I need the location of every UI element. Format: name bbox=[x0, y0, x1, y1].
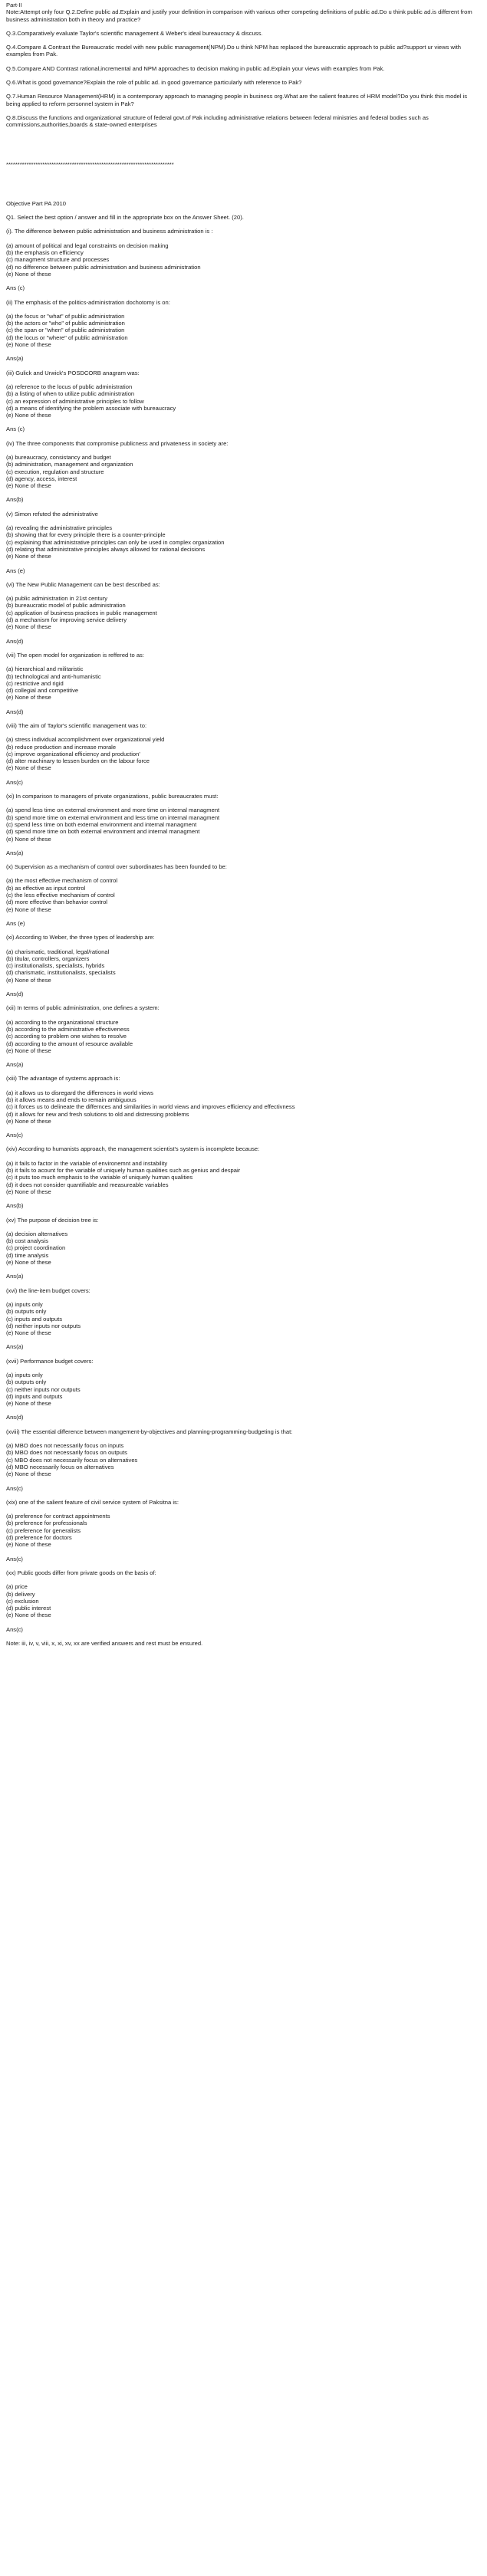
mcq-option: (c) spend less time on both external environment and internal managment bbox=[6, 820, 197, 828]
mcq-option: (d) MBO necessarily focus on alternatives bbox=[6, 1463, 114, 1470]
mcq-answer: Ans(a) bbox=[6, 355, 24, 363]
mcq-option: (a) price bbox=[6, 1583, 28, 1591]
mcq-option: (b) the emphasis on efficiency bbox=[6, 249, 84, 257]
mcq-answer: Ans(b) bbox=[6, 1202, 24, 1210]
mcq-option: (e) None of these bbox=[6, 412, 51, 419]
mcq-question-block bbox=[6, 228, 482, 291]
mcq-question-text: (v) Simon refuted the administrative bbox=[6, 510, 98, 518]
mcq-option: (c) project coordination bbox=[6, 1244, 66, 1252]
mcq-option: (b) it fails to acount for the variable of uniquely human qualities such as genius and despair bbox=[6, 1167, 241, 1175]
mcq-option: (e) None of these bbox=[6, 976, 51, 984]
part-ii-question: Q.4.Compare & Contrast the Bureaucratic model with new public management(NPM).Do u think NPM has replaced the bureaucratic approach to public ad?support ur views with examples from Pak. bbox=[6, 44, 462, 58]
mcq-question-block bbox=[6, 652, 482, 715]
mcq-answer: Ans(d) bbox=[6, 708, 24, 715]
mcq-option: (e) None of these bbox=[6, 1470, 51, 1478]
objective-heading: Objective Part PA 2010 bbox=[6, 199, 66, 207]
mcq-list bbox=[6, 228, 482, 1633]
mcq-answer: Ans(c) bbox=[6, 1484, 23, 1492]
mcq-question-block bbox=[6, 440, 482, 504]
mcq-option: (a) charismatic, traditional, legal/rational bbox=[6, 948, 110, 955]
mcq-question-block bbox=[6, 1499, 482, 1562]
mcq-option: (b) MBO does not necessarily focus on outputs bbox=[6, 1449, 127, 1457]
mcq-option: (b) technological and anti-humanistic bbox=[6, 672, 101, 680]
mcq-option: (a) it allows us to disregard the differences in world views bbox=[6, 1089, 153, 1096]
mcq-option: (a) inputs only bbox=[6, 1300, 43, 1308]
mcq-question-text: (i). The difference between public administration and business administration is : bbox=[6, 228, 213, 235]
mcq-question-text: (vii) The open model for organization is reffered to as: bbox=[6, 651, 144, 659]
mcq-option: (a) decision alternatives bbox=[6, 1230, 68, 1237]
mcq-question-block bbox=[6, 1569, 482, 1633]
mcq-option: (c) application of business practices in public management bbox=[6, 609, 157, 616]
mcq-question-text: (iv) The three components that compromise publicness and privateness in society are: bbox=[6, 439, 229, 447]
mcq-option: (d) spend more time on both external environment and internal managment bbox=[6, 828, 200, 836]
mcq-option: (d) public interest bbox=[6, 1605, 51, 1612]
mcq-option: (e) None of these bbox=[6, 341, 51, 349]
verification-note: Note: iii, iv, v, viii, x, xi, xv, xx are verified answers and rest must be ensured. bbox=[6, 1640, 203, 1648]
mcq-question-block bbox=[6, 1428, 482, 1492]
mcq-option: (c) the less effective mechanism of control bbox=[6, 892, 115, 899]
mcq-option: (c) it forces us to delineate the differnces and similarities in world views and improves efficiency and effectivness bbox=[6, 1103, 295, 1111]
mcq-question-block bbox=[6, 299, 482, 363]
mcq-option: (d) it allows for new and fresh solutions to old and distressing problems bbox=[6, 1110, 189, 1118]
mcq-question-text: (xiii) The advantage of systems approach is: bbox=[6, 1075, 120, 1083]
mcq-option: (a) the most effective mechanism of control bbox=[6, 877, 118, 885]
mcq-option: (b) outputs only bbox=[6, 1308, 47, 1316]
mcq-option: (b) outputs only bbox=[6, 1378, 47, 1386]
mcq-option: (b) administration, management and organization bbox=[6, 461, 133, 468]
mcq-option: (e) None of these bbox=[6, 694, 51, 702]
mcq-question-block bbox=[6, 1075, 482, 1138]
mcq-option: (d) agency, access, interest bbox=[6, 475, 77, 482]
mcq-answer: Ans(a) bbox=[6, 1343, 24, 1351]
mcq-question-block bbox=[6, 511, 482, 574]
mcq-option: (b) titular, controllers, organizers bbox=[6, 955, 90, 962]
mcq-question-block bbox=[6, 934, 482, 997]
mcq-answer: Ans(c) bbox=[6, 1555, 23, 1562]
mcq-option: (a) according to the organizational structure bbox=[6, 1018, 119, 1026]
mcq-option: (c) execution, regulation and structure bbox=[6, 468, 104, 475]
mcq-option: (a) the focus or "what" of public administration bbox=[6, 312, 125, 320]
mcq-question-text: (xi) In comparison to managers of private organizations, public bureaucrates must: bbox=[6, 793, 219, 800]
mcq-option: (b) according to the administrative effectiveness bbox=[6, 1025, 130, 1033]
mcq-option: (d) preference for doctors bbox=[6, 1534, 72, 1542]
mcq-option: (b) it allows means and ends to remain ambiguous bbox=[6, 1096, 137, 1103]
mcq-question-text: (ii) The emphasis of the politics-administration dochotomy is on: bbox=[6, 298, 170, 306]
mcq-option: (c) preference for generalists bbox=[6, 1526, 81, 1534]
mcq-option: (a) it fails to factor in the variable of environemnt and instability bbox=[6, 1159, 168, 1167]
mcq-option: (c) institutionalists, specialists, hybrids bbox=[6, 962, 105, 970]
mcq-option: (e) None of these bbox=[6, 905, 51, 913]
mcq-option: (d) relating that administrative principles always allowed for rational decisions bbox=[6, 545, 206, 553]
mcq-option: (b) showing that for every principle there is a counter-principle bbox=[6, 531, 166, 539]
mcq-question-text: (xix) one of the salient feature of civil service system of Paksitna is: bbox=[6, 1498, 179, 1506]
part-ii-question: Q.3.Comparatively evaluate Taylor's scientific management & Weber's ideal bureaucracy & discuss. bbox=[6, 29, 263, 37]
mcq-answer: Ans(c) bbox=[6, 1625, 23, 1633]
objective-section bbox=[6, 200, 482, 1647]
mcq-option: (d) alter machinary to lessen burden on the labour force bbox=[6, 757, 150, 765]
mcq-answer: Ans (e) bbox=[6, 919, 25, 927]
mcq-question-text: (xii) In terms of public administration, one defines a system: bbox=[6, 1004, 160, 1012]
mcq-option: (c) it puts too much emphasis to the variable of uniquely human qualities bbox=[6, 1174, 193, 1181]
mcq-option: (d) according to the amount of resource available bbox=[6, 1040, 133, 1047]
mcq-question-text: (viii) The aim of Taylor's scientific management was to: bbox=[6, 722, 147, 729]
mcq-option: (e) None of these bbox=[6, 1046, 51, 1054]
mcq-option: (a) MBO does not necessarily focus on inputs bbox=[6, 1442, 124, 1450]
mcq-question-text: (xviii) The essential difference between mangement-by-objectives and planning-programming-budgeting is that: bbox=[6, 1428, 293, 1435]
mcq-option: (e) None of these bbox=[6, 623, 51, 631]
mcq-option: (b) spend more time on external environment and less time on internal managment bbox=[6, 813, 220, 821]
mcq-option: (d) more effective than behavior control bbox=[6, 899, 107, 906]
mcq-option: (a) bureaucracy, consistancy and budget bbox=[6, 453, 111, 461]
mcq-question-block bbox=[6, 581, 482, 645]
mcq-option: (e) None of these bbox=[6, 835, 51, 843]
mcq-option: (d) collegial and competitive bbox=[6, 687, 79, 695]
part-ii-question: Note:Attempt only four Q.2.Define public ad.Explain and justify your definition in comparison with various other competing definitions of public ad.Do u think public ad.is different from business administration both in theory and practice? bbox=[6, 8, 472, 23]
mcq-option: (a) inputs only bbox=[6, 1372, 43, 1378]
mcq-question-text: (xi) According to Weber, the three types of leadership are: bbox=[6, 934, 155, 941]
mcq-option: (c) inputs and outputs bbox=[6, 1315, 63, 1322]
mcq-option: (a) spend less time on external environment and more time on internal managment bbox=[6, 807, 220, 814]
mcq-question-text: (xvi) the line-item budget covers: bbox=[6, 1286, 90, 1294]
mcq-answer: Ans(d) bbox=[6, 1414, 24, 1421]
mcq-option: (d) it does not consider quantifiable and measureable variables bbox=[6, 1181, 169, 1188]
mcq-option: (e) None of these bbox=[6, 764, 51, 772]
mcq-option: (e) None of these bbox=[6, 270, 51, 278]
part-ii-question: Q.5.Compare AND Contrast rational,incremental and NPM approaches to decision making in public ad.Explain your views with examples from Pak. bbox=[6, 64, 385, 72]
mcq-option: (d) no difference between public administration and business administration bbox=[6, 263, 201, 271]
mcq-option: (d) a mechanism for improving service delivery bbox=[6, 616, 127, 624]
mcq-option: (d) charismatic, institutionalists, specialists bbox=[6, 969, 116, 977]
mcq-question-text: (iii) Gulick and Urwick's POSDCORB anagram was: bbox=[6, 369, 140, 376]
objective-instruction: Q1. Select the best option / answer and fill in the appropriate box on the Answer Sheet. (20). bbox=[6, 214, 244, 222]
mcq-question-block bbox=[6, 863, 482, 927]
mcq-option: (d) a means of identifying the problem associate with bureaucracy bbox=[6, 404, 176, 412]
mcq-question-block bbox=[6, 1004, 482, 1068]
mcq-option: (e) None of these bbox=[6, 1400, 51, 1408]
mcq-question-block bbox=[6, 722, 482, 786]
mcq-question-text: (vi) The New Public Management can be best described as: bbox=[6, 580, 160, 588]
mcq-option: (b) preference for professionals bbox=[6, 1520, 87, 1527]
mcq-option: (c) managment structure and processes bbox=[6, 256, 110, 264]
mcq-answer: Ans(b) bbox=[6, 496, 24, 504]
mcq-question-text: (x) Supervision as a mechanism of control over subordinates has been founded to be: bbox=[6, 863, 227, 871]
mcq-option: (a) hierarchical and militaristic bbox=[6, 665, 84, 673]
mcq-question-text: (xiv) According to humanists approach, the management scientist's system is incomplete because: bbox=[6, 1145, 260, 1153]
mcq-option: (b) cost analysis bbox=[6, 1237, 48, 1245]
mcq-option: (c) an expression of administrative principles to follow bbox=[6, 397, 144, 405]
mcq-option: (a) public administration in 21st century bbox=[6, 595, 108, 603]
mcq-option: (e) None of these bbox=[6, 1612, 51, 1619]
mcq-option: (b) the actors or "who" of public administration bbox=[6, 320, 125, 327]
mcq-answer: Ans (e) bbox=[6, 567, 25, 574]
mcq-option: (e) None of these bbox=[6, 1188, 51, 1195]
mcq-option: (a) reference to the locus of public administration bbox=[6, 383, 133, 390]
mcq-option: (d) time analysis bbox=[6, 1251, 49, 1259]
mcq-question-block bbox=[6, 793, 482, 856]
mcq-question-block bbox=[6, 370, 482, 433]
mcq-answer: Ans(a) bbox=[6, 849, 24, 856]
mcq-question-block bbox=[6, 1358, 482, 1421]
mcq-option: (a) revealing the administrative principles bbox=[6, 524, 113, 532]
mcq-option: (b) as effective as input control bbox=[6, 884, 86, 892]
mcq-option: (e) None of these bbox=[6, 1259, 51, 1267]
mcq-option: (a) stress individual accomplishment over organizational yield bbox=[6, 736, 165, 744]
mcq-option: (c) explaining that administrative principles can only be used in complex organization bbox=[6, 538, 225, 546]
mcq-option: (b) reduce production and increase morale bbox=[6, 743, 117, 751]
mcq-option: (e) None of these bbox=[6, 1541, 51, 1549]
mcq-option: (d) the locus or "where" of public administration bbox=[6, 334, 128, 341]
part-ii-question: Q.8.Discuss the functions and organizational structure of federal govt.of Pak including administrative relations between federal ministries and federal bodies such as commissions,authorities,boards & state-owned enterprises bbox=[6, 113, 429, 129]
mcq-answer: Ans(c) bbox=[6, 778, 23, 786]
mcq-option: (e) None of these bbox=[6, 482, 51, 490]
separator-line: ************************************************************************** bbox=[6, 160, 174, 168]
mcq-option: (c) MBO does not necessarily focus on alternatives bbox=[6, 1456, 138, 1464]
mcq-option: (c) neither inputs nor outputs bbox=[6, 1385, 81, 1393]
mcq-option: (a) preference for contract appointments bbox=[6, 1513, 110, 1520]
mcq-question-block bbox=[6, 1145, 482, 1209]
part-ii-section bbox=[6, 2, 482, 129]
mcq-option: (c) restrictive and rigid bbox=[6, 679, 64, 687]
mcq-answer: Ans(c) bbox=[6, 1132, 23, 1139]
part-ii-heading: Part-II bbox=[6, 2, 22, 8]
part-ii-question: Q.7.Human Resource Management(HRM) is a contemporary approach to managing people in business org.What are the salient features of HRM model?Do you think this model is being applied to reform personnel system in Pak? bbox=[6, 93, 468, 107]
mcq-answer: Ans (c) bbox=[6, 284, 25, 292]
mcq-answer: Ans(a) bbox=[6, 1061, 24, 1069]
mcq-question-block bbox=[6, 1217, 482, 1280]
mcq-option: (c) according to problem one wishes to resolve bbox=[6, 1033, 127, 1040]
mcq-option: (c) exclusion bbox=[6, 1597, 39, 1605]
mcq-option: (a) amount of political and legal constraints on decision making bbox=[6, 242, 169, 249]
mcq-answer: Ans(d) bbox=[6, 991, 24, 998]
mcq-option: (e) None of these bbox=[6, 553, 51, 560]
part-ii-question: Q.6.What is good governance?Explain the role of public ad. in good governance particularly with reference to Pak? bbox=[6, 79, 302, 87]
mcq-option: (e) None of these bbox=[6, 1117, 51, 1125]
mcq-question-text: (xx) Public goods differ from private goods on the basis of: bbox=[6, 1569, 156, 1576]
mcq-option: (b) bureaucratic model of public administration bbox=[6, 602, 126, 610]
mcq-answer: Ans(a) bbox=[6, 1273, 24, 1280]
mcq-option: (c) the span or "when" of public administration bbox=[6, 327, 125, 334]
mcq-option: (b) delivery bbox=[6, 1590, 35, 1598]
mcq-question-text: (xv) The purpose of decision tree is: bbox=[6, 1216, 99, 1224]
mcq-option: (b) a listing of when to utilize public administration bbox=[6, 390, 135, 398]
mcq-option: (d) neither inputs nor outputs bbox=[6, 1322, 81, 1329]
mcq-answer: Ans (c) bbox=[6, 426, 25, 433]
mcq-answer: Ans(d) bbox=[6, 637, 24, 645]
mcq-question-text: (xvii) Performance budget covers: bbox=[6, 1357, 94, 1365]
mcq-option: (c) improve organizational efficiency and production' bbox=[6, 750, 140, 757]
mcq-option: (d) inputs and outputs bbox=[6, 1392, 63, 1400]
mcq-option: (e) None of these bbox=[6, 1329, 51, 1337]
mcq-question-block bbox=[6, 1287, 482, 1351]
